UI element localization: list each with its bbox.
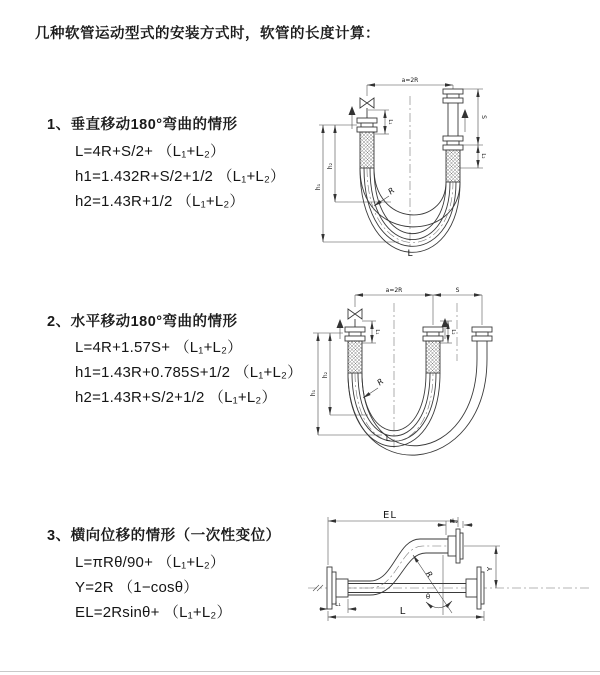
- diagram-vertical-bend: [315, 72, 590, 257]
- dim-s-label: S: [455, 287, 460, 294]
- radius-callout: [363, 377, 385, 398]
- dimension-l: [328, 606, 484, 621]
- angle-theta-label: θ: [425, 593, 431, 601]
- section-1-formula-h2: h2=1.43R+1/2 （L₁+L₂）: [75, 193, 245, 210]
- radius-and-angle-callout: [413, 555, 452, 615]
- dim-l1-label: L₁: [387, 119, 393, 125]
- dim-l1-label: L₁: [335, 601, 341, 608]
- dim-s-label: S: [480, 115, 487, 119]
- dim-l2-label: L₂: [452, 518, 458, 525]
- section-2-heading: 2、水平移动180°弯曲的情形: [47, 314, 238, 330]
- radius-label: R: [386, 185, 397, 197]
- dim-a2r-label: a=2R: [385, 287, 403, 294]
- dimension-a-2r: [367, 77, 453, 96]
- section-3-formula-el: EL=2Rsinθ+ （L₁+L₂）: [75, 604, 232, 621]
- dimension-l2: [437, 518, 473, 535]
- left-pipe-end: [357, 118, 377, 168]
- dimension-l1: [319, 599, 357, 613]
- length-label: L: [399, 606, 407, 617]
- dim-el-label: EL: [383, 510, 397, 521]
- dimension-s-l2: [460, 89, 487, 168]
- dim-l1-label: L₁: [374, 329, 380, 335]
- left-pipe-end: [345, 327, 365, 373]
- length-label: L: [407, 249, 413, 259]
- page-bottom-edge: [0, 671, 600, 672]
- section-1-heading: 1、垂直移动180°弯曲的情形: [47, 117, 238, 133]
- dim-h2-label: h₂: [327, 162, 334, 170]
- section-1-formula-h1: h1=1.432R+S/2+1/2 （L₁+L₂）: [75, 168, 286, 185]
- dimension-h1-h2: [315, 125, 399, 242]
- dimension-a-2r-and-s: [355, 287, 482, 325]
- dim-y-label: Y: [486, 566, 494, 572]
- hose-u-bends: [348, 359, 487, 455]
- section-2-formula-h2: h2=1.43R+S/2+1/2 （L₁+L₂）: [75, 389, 277, 406]
- radius-label: R: [423, 569, 435, 580]
- section-3-formula-y: Y=2R （1−cosθ）: [75, 579, 199, 596]
- diagram-lateral-offset: [300, 503, 600, 653]
- middle-pipe-end: [423, 327, 443, 373]
- section-2-formula-h1: h1=1.43R+0.785S+1/2 （L₁+L₂）: [75, 364, 303, 381]
- section-2-formula-length: L=4R+1.57S+ （L₁+L₂）: [75, 339, 243, 356]
- dimension-el: [328, 510, 458, 565]
- dim-h2-label: h₂: [322, 371, 329, 379]
- dimension-h1-h2: [310, 333, 382, 435]
- valve-icon: [348, 309, 362, 327]
- dim-a2r-label: a=2R: [401, 77, 419, 84]
- valve-icon: [360, 98, 374, 118]
- section-3-heading: 3、横向位移的情形（一次性变位）: [47, 528, 281, 544]
- length-label: L: [385, 434, 391, 443]
- dim-h1-label: h₁: [315, 183, 322, 191]
- displaced-hose-s-curve: [348, 529, 463, 595]
- diagram-horizontal-bend: [310, 283, 600, 463]
- dim-h1-label: h₁: [310, 389, 317, 397]
- page-title: 几种软管运动型式的安装方式时，软管的长度计算：: [35, 26, 380, 42]
- dim-l2-label: L₂: [480, 153, 486, 159]
- radius-label: R: [375, 376, 386, 388]
- section-3-formula-length: L=πRθ/90+ （L₁+L₂）: [75, 554, 226, 571]
- shifted-pipe-end: [472, 327, 492, 359]
- section-1-formula-length: L=4R+S/2+ （L₁+L₂）: [75, 143, 226, 160]
- dim-l2-label: L₂: [450, 329, 456, 335]
